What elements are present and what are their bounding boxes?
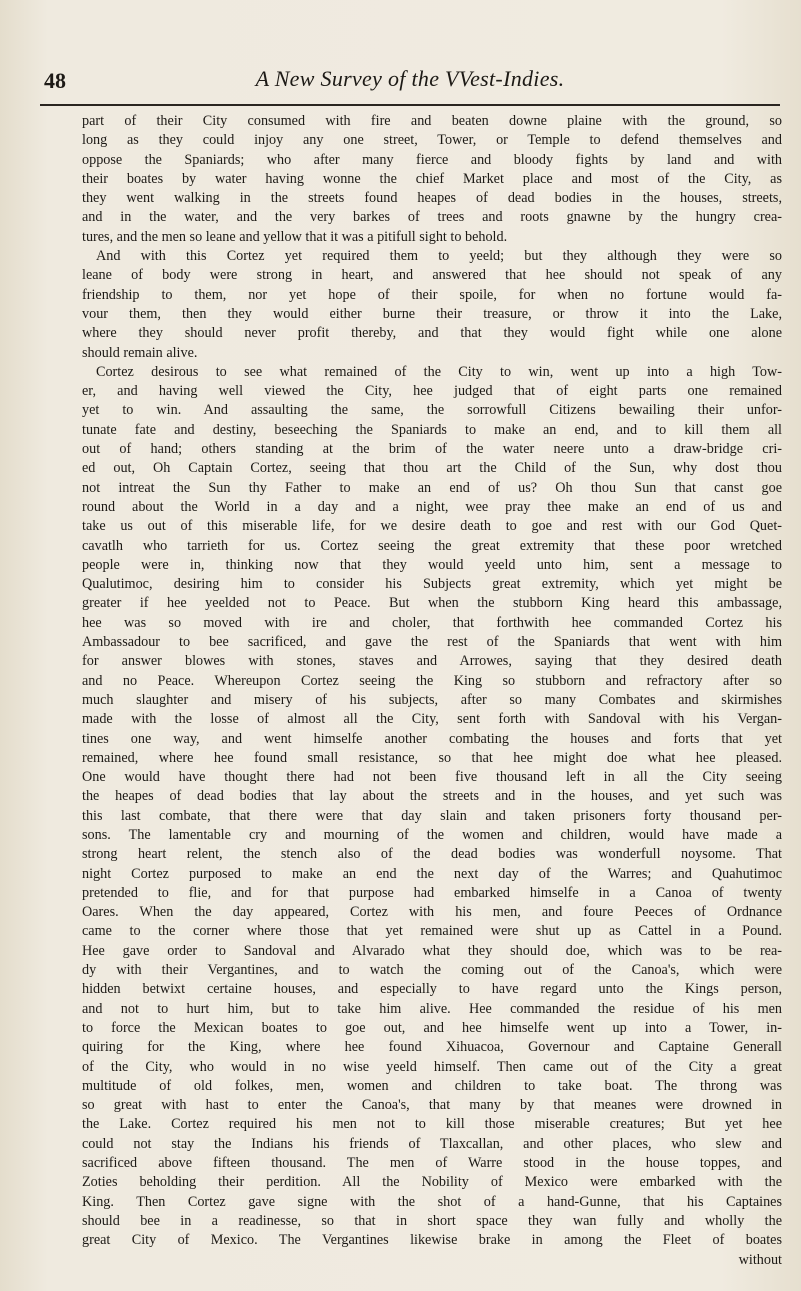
text-line: Oares. When the day appeared, Cortez with his men, and foure Peeces of Ordnance bbox=[82, 904, 782, 921]
text-line: made with the losse of almost all the City, sent forth with Sandoval with his Vergan- bbox=[82, 711, 782, 728]
text-line: could not stay the Indians his friends of Tlaxcallan, and other places, who slew and bbox=[82, 1135, 782, 1152]
text-line: they went walking in the streets found heapes of dead bodies in the houses, streets, bbox=[82, 190, 782, 207]
text-line: should bee in a readinesse, so that in short space they wan fully and wholly the bbox=[82, 1212, 782, 1229]
text-line: ed out, Oh Captain Cortez, seeing that thou art the Child of the Sun, why dost thou bbox=[82, 460, 782, 477]
text-line: friendship to them, nor yet hope of their spoile, for when no fortune would fa- bbox=[82, 286, 782, 303]
text-line: One would have thought there had not been five thousand left in all the City seeing bbox=[82, 769, 782, 786]
text-line: quiring for the King, where hee found Xihuacoa, Governour and Captaine Generall bbox=[82, 1039, 782, 1056]
text-line: oppose the Spaniards; who after many fierce and bloody fights by land and with bbox=[82, 151, 782, 168]
text-line: hee was so moved with ire and choler, that forthwith hee commanded Cortez his bbox=[82, 614, 782, 631]
text-line: cavatlh who tarrieth for us. Cortez seeing the great extremity that these poor wretched bbox=[82, 537, 782, 554]
text-line: greater if hee yeelded not to Peace. But when the stubborn King heard this ambassage, bbox=[82, 595, 782, 612]
text-line: Hee gave order to Sandoval and Alvarado what they should doe, which was to be rea- bbox=[82, 942, 782, 959]
text-line: round about the World in a day and a night, wee pray thee make an end of us and bbox=[82, 498, 782, 515]
text-line: the Lake. Cortez required his men not to kill those miserable creatures; But yet hee bbox=[82, 1116, 782, 1133]
text-line: came to the corner where those that yet remained were shut up as Cattel in a Pound. bbox=[82, 923, 782, 940]
text-line: part of their City consumed with fire and beaten downe plaine with the ground, so bbox=[82, 113, 782, 129]
text-line: tines one way, and went himselfe another combating the houses and forts that yet bbox=[82, 730, 782, 747]
text-line: where they should never profit thereby, and that they would fight while one alone bbox=[82, 325, 782, 342]
text-line: yet to win. And assaulting the same, the sorrowfull Citizens bewailing their unfor- bbox=[82, 402, 782, 419]
text-line: tures, and the men so leane and yellow that it was a pitifull sight to behold. bbox=[82, 228, 508, 245]
text-line: King. Then Cortez gave signe with the shot of a hand-Gunne, that his Captaines bbox=[82, 1193, 782, 1210]
text-line: sons. The lamentable cry and mourning of the women and children, would have made a bbox=[82, 826, 782, 843]
text-line: people were in, thinking now that they would yeeld unto him, sent a message to bbox=[82, 556, 782, 573]
text-line: Qualutimoc, desiring him to consider his Subjects great extremity, which yet might be bbox=[82, 576, 782, 593]
text-line: Ambassadour to bee sacrificed, and gave the rest of the Spaniards that went with him bbox=[82, 634, 782, 651]
page-header bbox=[40, 62, 780, 102]
text-line: not intreat the Sun thy Father to make an end of us? Oh thou Sun that canst goe bbox=[82, 479, 782, 496]
text-line: this last combate, that there were that day slain and taken prisoners forty thousand per- bbox=[82, 807, 782, 824]
text-line: of the City, who would in no wise yeeld himself. Then came out of the City a great bbox=[82, 1058, 782, 1075]
text-line: multitude of old folkes, men, women and children to take boat. The throng was bbox=[82, 1077, 782, 1094]
text-line: er, and having well viewed the City, hee judged that of eight parts one remained bbox=[82, 383, 782, 400]
page-number: 48 bbox=[44, 68, 66, 93]
text-line: long as they could injoy any one street, Tower, or Temple to defend themselves and bbox=[82, 132, 782, 149]
text-line: hidden betwixt certaine houses, and especially to have regard unto the Kings person, bbox=[82, 981, 782, 998]
text-line: night Cortez purposed to make an end the next day of the Warres; and Quahutimoc bbox=[82, 865, 782, 882]
text-line: Cortez desirous to see what remained of the City to win, went up into a high Tow- bbox=[96, 363, 782, 380]
text-line: tunate fate and destiny, beseeching the Spaniards to make an end, and to kill them all bbox=[82, 421, 782, 438]
text-line: should remain alive. bbox=[82, 344, 198, 361]
text-line: Zoties beholding their perdition. All the Nobility of Mexico were embarked with the bbox=[82, 1174, 782, 1191]
text-line: vour them, then they would either burne their treasure, or throw it into the Lake, bbox=[82, 305, 782, 322]
text-line: to force the Mexican boates to goe out, and hee himselfe went up into a Tower, in- bbox=[82, 1019, 782, 1036]
text-line: for answer blowes with stones, staves and Arrowes, saying that they desired death bbox=[82, 653, 782, 670]
text-line: out of hand; others standing at the brim of the water neere unto a draw-bridge cri- bbox=[82, 441, 782, 458]
text-line: the heapes of dead bodies that lay about the streets and in the houses, and yet such was bbox=[82, 788, 782, 805]
text-line: and not to hurt him, but to take him alive. Hee commanded the residue of his men bbox=[82, 1000, 782, 1017]
text-line: and no Peace. Whereupon Cortez seeing the King so stubborn and refractory after so bbox=[82, 672, 782, 689]
text-line: much slaughter and misery of his subjects, after so many Combates and skirmishes bbox=[82, 691, 782, 708]
text-line: sacrificed above fifteen thousand. The men of Warre stood in the house toppes, and bbox=[82, 1155, 782, 1172]
text-line: strong heart relent, the stench also of the dead bodies was wonderfull noysome. That bbox=[82, 846, 782, 863]
text-line: And with this Cortez yet required them to yeeld; but they although they were so bbox=[96, 248, 782, 265]
header-rule bbox=[40, 104, 780, 106]
text-line: take us out of this miserable life, for we desire death to goe and rest with our God Quet- bbox=[82, 518, 782, 535]
text-line: great City of Mexico. The Vergantines likewise brake in among the Fleet of boates bbox=[82, 1232, 782, 1249]
body-text bbox=[82, 112, 782, 1270]
text-line: leane of body were strong in heart, and answered that hee should not speak of any bbox=[82, 267, 782, 284]
text-line: remained, where hee found small resistance, so that hee might doe what hee pleased. bbox=[82, 749, 782, 766]
text-line: their boates by water having wonne the chief Market place and most of the City, as bbox=[82, 170, 782, 187]
text-line: dy with their Vergantines, and to watch the coming out of the Canoa's, which were bbox=[82, 962, 782, 979]
running-title: A New Survey of the VVest-Indies. bbox=[255, 66, 565, 91]
text-line: so great with hast to enter the Canoa's, that many by that meanes were drowned in bbox=[82, 1097, 782, 1114]
text-line: pretended to flie, and for that purpose had embarked himselfe in a Canoa of twenty bbox=[82, 884, 782, 901]
text-line: and in the water, and the very barkes of trees and roots gnawne by the hungry crea- bbox=[82, 209, 782, 226]
text-line: without bbox=[738, 1251, 782, 1268]
